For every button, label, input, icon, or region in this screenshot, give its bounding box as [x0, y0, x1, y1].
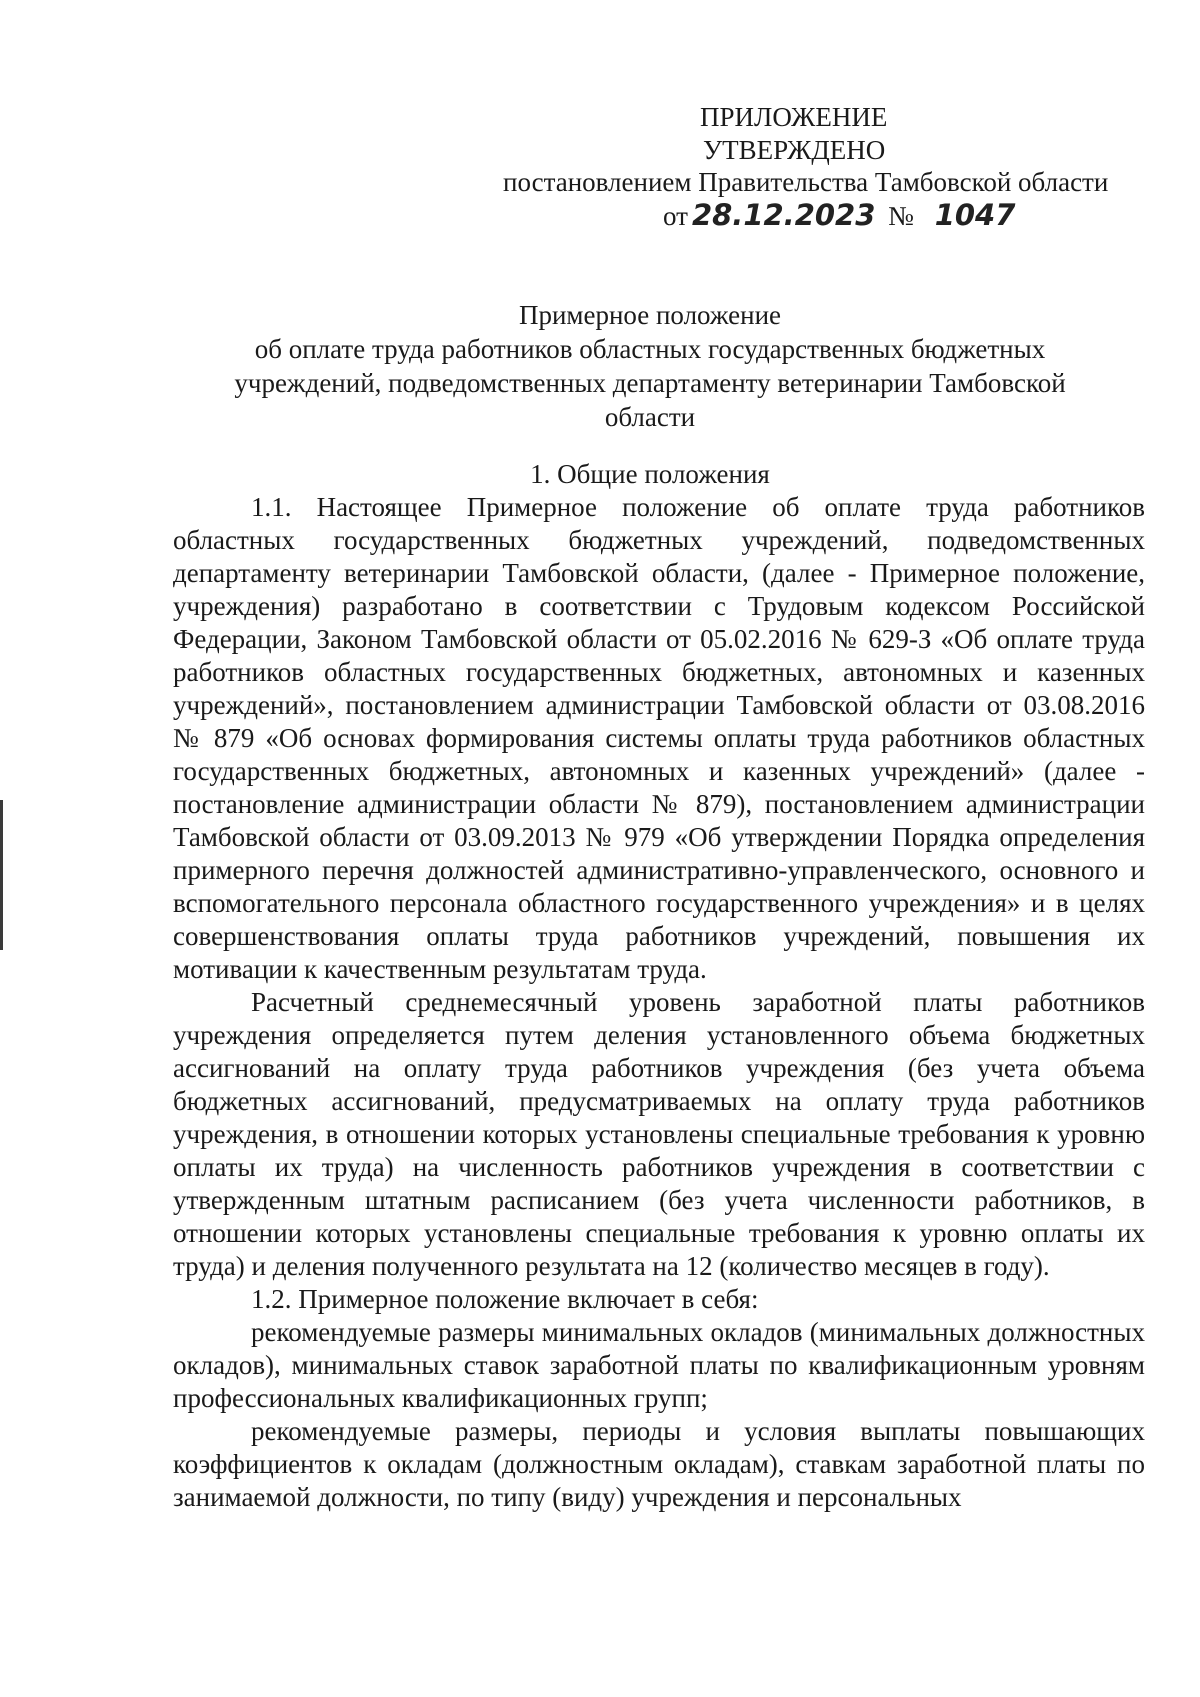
date-prefix: от	[663, 201, 688, 231]
approved-label: УТВЕРЖДЕНО	[703, 135, 886, 165]
paragraph-1-2: 1.2. Примерное положение включает в себя:	[251, 1284, 759, 1314]
section-heading: 1. Общие положения	[530, 459, 770, 489]
paragraph-min-salaries: рекомендуемые размеры минимальных окладов (минимальных должностных окладов), минимальных ставок заработной платы по квалификационным уровням профессиональных квалификационных групп;	[173, 1317, 1145, 1413]
document-body	[173, 491, 1145, 1514]
paragraph-salary-level: Расчетный среднемесячный уровень заработной платы работников учреждения определяется путем деления установленного объема бюджетных ассигнований на оплату труда работников учреждения (без учета объема бюджетных ассигнований, предусматриваемых на оплату труда работников учреждения, в отношении которых установлены специальные требования к уровню оплаты их труда) на численность работников учреждения в соответствии с утвержденным штатным расписанием (без учета численности работников, в отношении которых установлены специальные требования к уровню оплаты их труда) и деления полученного результата на 12 (количество месяцев в году).	[173, 987, 1145, 1281]
decree-date-line	[663, 200, 1015, 232]
appendix-label: ПРИЛОЖЕНИЕ	[700, 102, 888, 132]
handwritten-date: 28.12.2023	[691, 198, 876, 232]
handwritten-number: 1047	[934, 198, 1016, 232]
title-line-1: Примерное положение	[518, 300, 782, 330]
decree-label: постановлением Правительства Тамбовской области	[503, 167, 1109, 197]
paragraph-1-1: 1.1. Настоящее Примерное положение об оплате труда работников областных государственных бюджетных учреждений, подведомственных департаменту ветеринарии Тамбовской области, (далее - Примерное положение, учреждения) разработано в соответствии с Трудовым кодексом Российской Федерации, Законом Тамбовской области от 05.02.2016 № 629-З «Об оплате труда работников областных государственных бюджетных, автономных и казенных учреждений», постановлением администрации Тамбовской области от 03.08.2016 № 879 «Об основах формирования системы оплаты труда работников областных государственных бюджетных, автономных и казенных учреждений» (далее - постановление администрации области № 879), постановлением администрации Тамбовской области от 03.09.2013 № 979 «Об утверждении Порядка определения примерного перечня должностей административно-управленческого, основного и вспомогательного персонала областного государственного учреждения» и в целях совершенствования оплаты труда работников учреждений, повышения их мотивации к качественным результатам труда.	[173, 492, 1145, 984]
document-title	[200, 298, 1100, 434]
title-line-3: учреждений, подведомственных департаменту ветеринарии Тамбовской	[234, 368, 1066, 398]
number-prefix: №	[888, 201, 914, 231]
title-line-4: области	[604, 402, 696, 432]
paragraph-coefficients: рекомендуемые размеры, периоды и условия выплаты повышающих коэффициентов к окладам (должностным окладам), ставкам заработной платы по занимаемой должности, по типу (виду) учреждения и персональных	[173, 1416, 1145, 1512]
scan-edge-mark	[0, 800, 3, 950]
title-line-2: об оплате труда работников областных государственных бюджетных	[254, 334, 1046, 364]
